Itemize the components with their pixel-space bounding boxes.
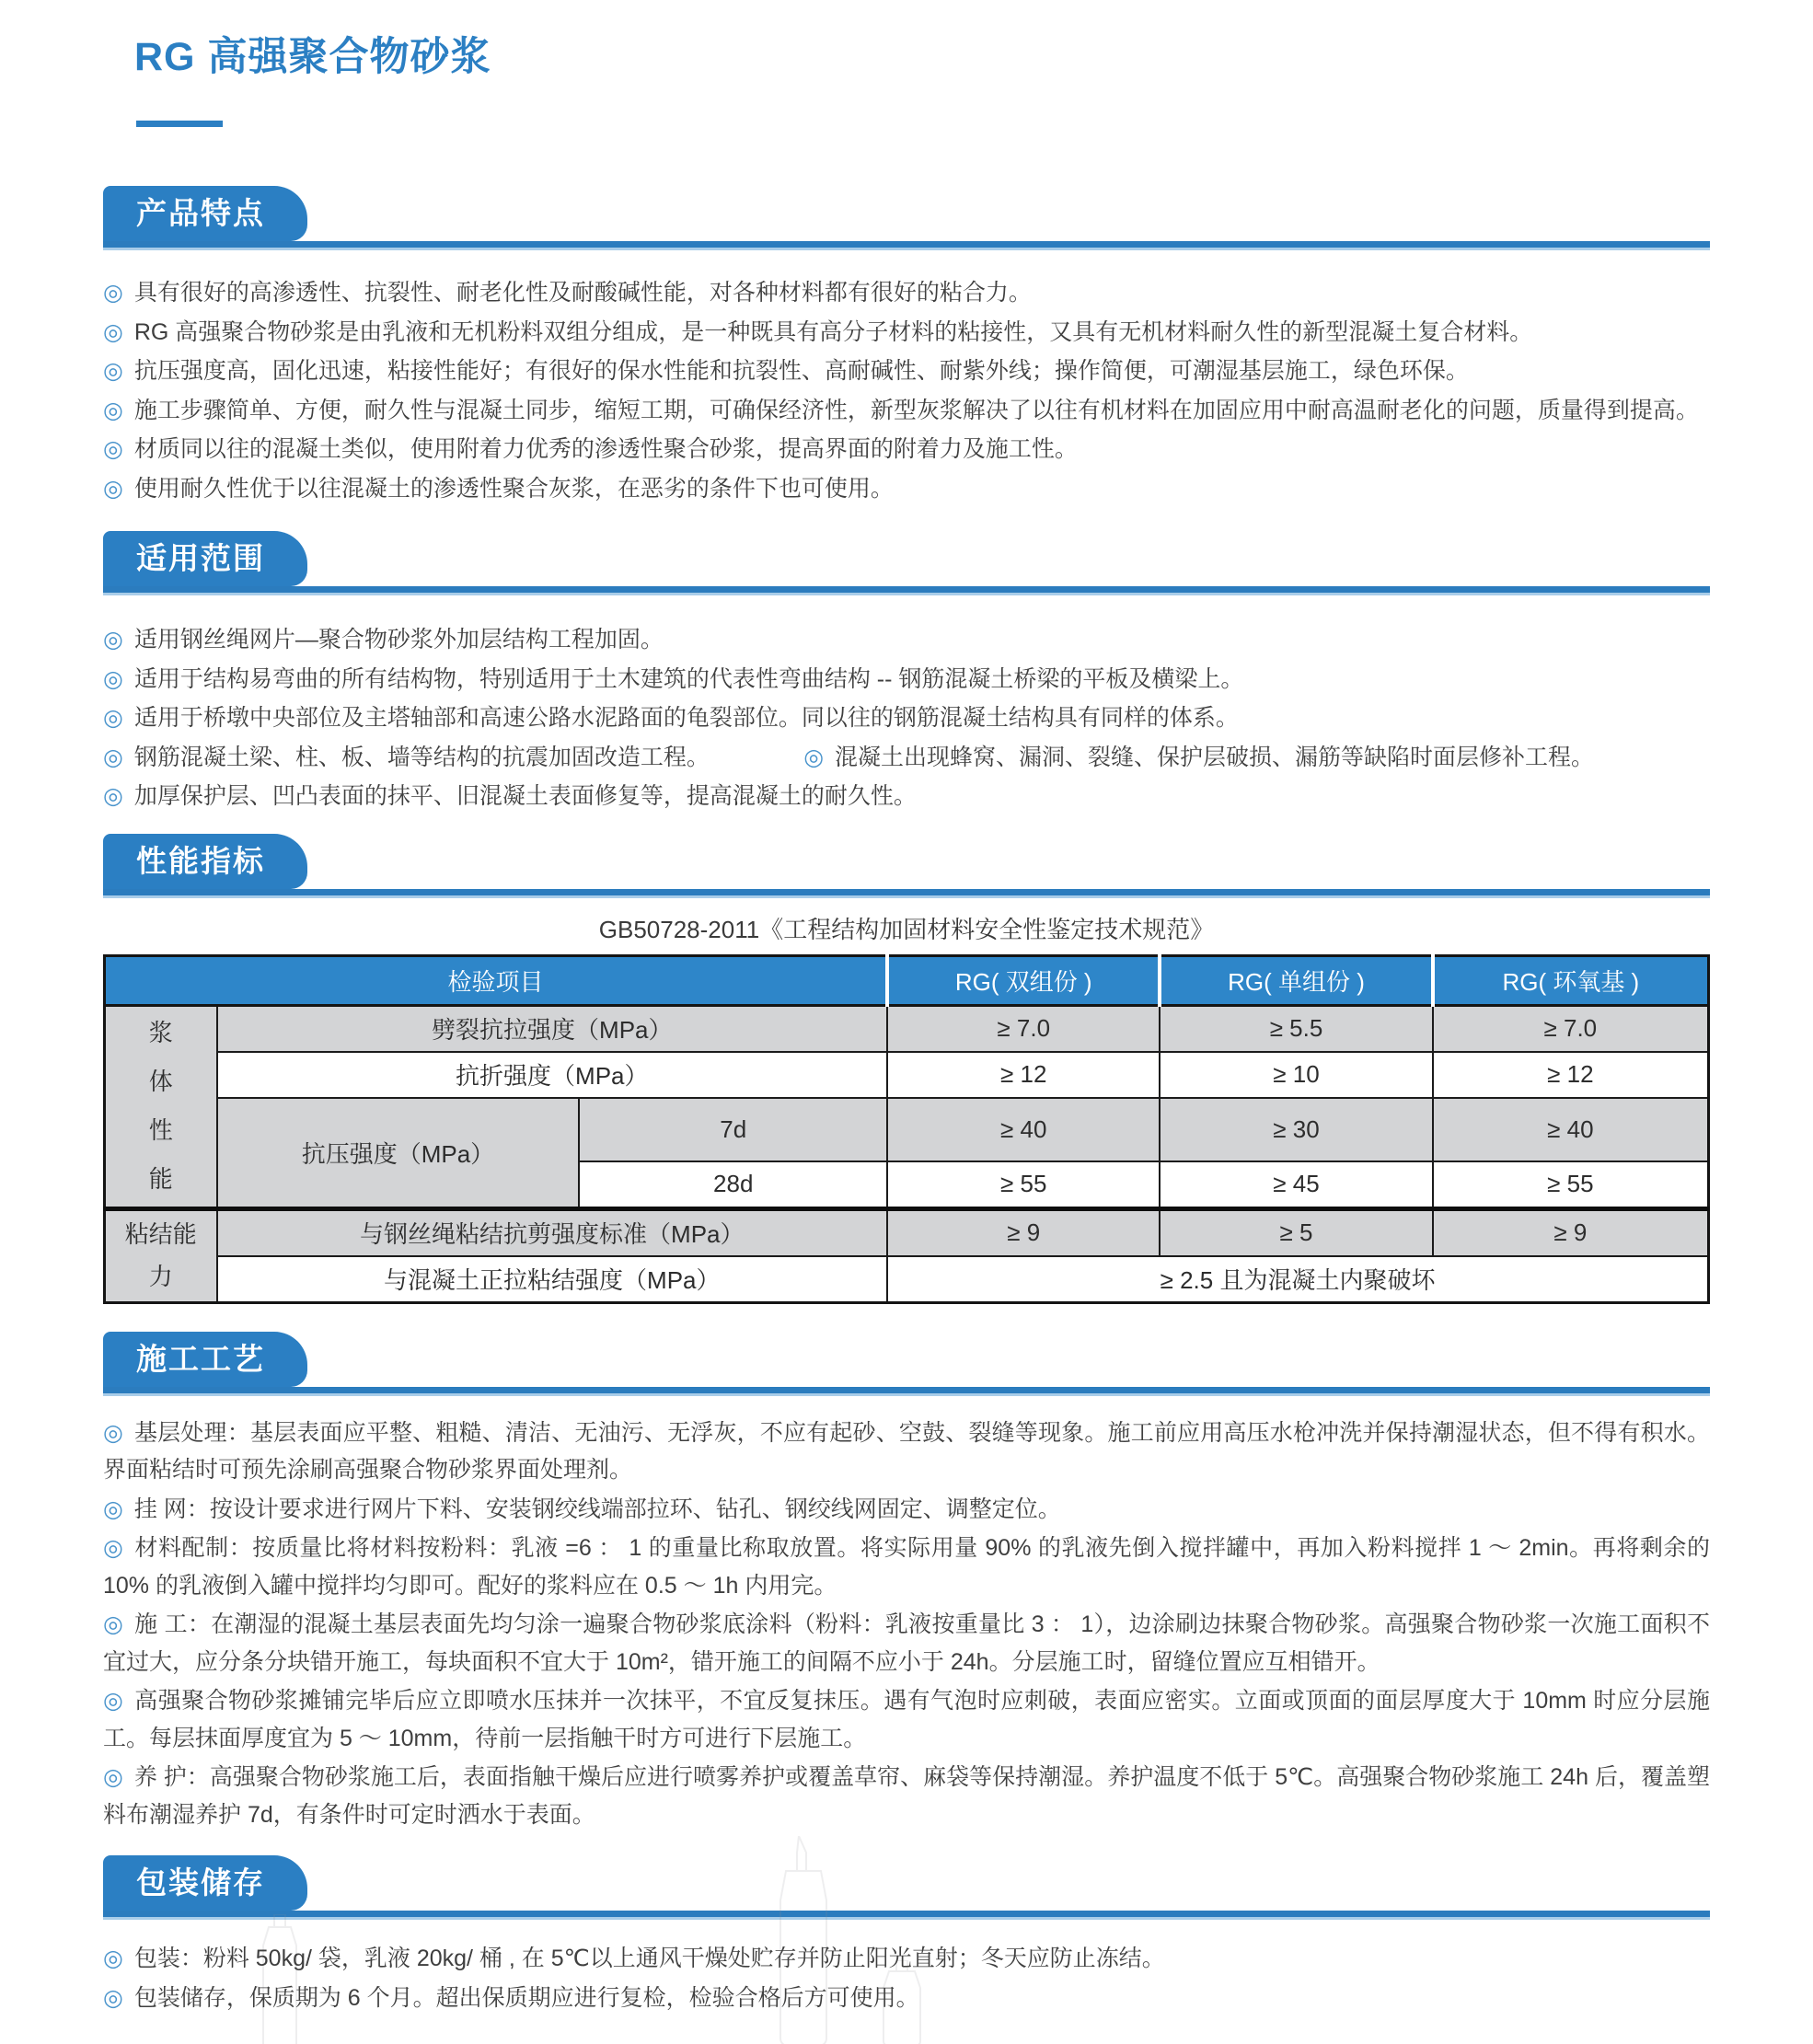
- cell-value: ≥ 9: [1433, 1208, 1709, 1256]
- cell-value: ≥ 40: [1433, 1098, 1709, 1161]
- list-item: [103, 661, 1710, 699]
- list-item-text: 钢筋混凝土梁、柱、板、墙等结构的抗震加固改造工程。: [133, 744, 710, 770]
- list-item-text: 加厚保护层、凹凸表面的抹平、旧混凝土表面修复等，提高混凝土的耐久性。: [133, 783, 917, 809]
- col-header-rg-single: RG( 单组份 ): [1160, 955, 1432, 1005]
- standard-title: GB50728-2011《工程结构加固材料安全性鉴定技术规范》: [598, 915, 1215, 943]
- features-list: [103, 274, 1710, 507]
- list-item-text: 基层处理：基层表面应平整、粗糙、清洁、无油污、无浮灰，不应有起砂、空鼓、裂缝等现象。施工前应用高压水枪冲洗并保持潮湿状态，但不得有积水。界面粘结时可预先涂刷高强聚合物砂浆界面处理剂。: [103, 1419, 1710, 1484]
- cell-value: ≥ 40: [887, 1098, 1160, 1161]
- list-item-text: 材料配制：按质量比将材料按粉料：乳液 =6 ： 1 的重量比称取放置。将实际用量 90% 的乳液先倒入搅拌罐中，再加入粉料搅拌 1 ～ 2min。再将剩余的 10% 的乳液倒入罐中搅拌均匀即可。配好的浆料应在 0.5 ～ 1h 内用完。: [103, 1535, 1710, 1599]
- sub-label-7d: 7d: [579, 1098, 887, 1161]
- col-header-rg-epoxy: RG( 环氧基 ): [1433, 955, 1709, 1005]
- list-item: [103, 1491, 1710, 1529]
- list-item: [103, 392, 1710, 430]
- dual-right: [803, 745, 1594, 770]
- section-heading-process: 施工工艺: [103, 1332, 307, 1387]
- list-item-text: 使用耐久性优于以往混凝土的渗透性聚合灰浆，在恶劣的条件下也可使用。: [133, 475, 894, 502]
- bullet-icon: ◎: [103, 1535, 124, 1562]
- list-item: [103, 1606, 1710, 1680]
- col-header-rg-double: RG( 双组份 ): [887, 955, 1160, 1005]
- cell-value-span: ≥ 2.5 且为混凝土内聚破坏: [887, 1256, 1708, 1303]
- section-packaging-header: [103, 1855, 1710, 1920]
- list-item: [103, 1530, 1710, 1604]
- list-item-text: 适用钢丝绳网片—聚合物砂浆外加层结构工程加固。: [133, 627, 664, 652]
- bullet-icon: ◎: [103, 1764, 123, 1791]
- table-header-row: [105, 955, 1709, 1005]
- bullet-icon: ◎: [103, 1946, 123, 1972]
- packaging-list: [103, 1940, 1710, 2016]
- bullet-icon: ◎: [103, 1419, 123, 1446]
- list-item-text: 高强聚合物砂浆摊铺完毕后应立即喷水压抹并一次抹平，不宜反复抹压。遇有气泡时应刺破，表面应密实。立面或顶面的面层厚度大于 10mm 时应分层施工。每层抹面厚度宜为 5 ～ 10mm，待前一层指触干时方可进行下层施工。: [103, 1688, 1710, 1751]
- section-rule: [103, 1911, 1710, 1920]
- list-item-text: 材质同以往的混凝土类似，使用附着力优秀的渗透性聚合砂浆，提高界面的附着力及施工性。: [133, 436, 1078, 462]
- list-item: [103, 274, 1710, 312]
- list-item-text: RG 高强聚合物砂浆是由乳液和无机粉料双组分组成，是一种既具有高分子材料的粘接性，又具有无机材料耐久性的新型混凝土复合材料。: [133, 318, 1533, 345]
- bullet-icon: ◎: [103, 280, 123, 306]
- sub-label-28d: 28d: [579, 1161, 887, 1209]
- list-item-text: 混凝土出现蜂窝、漏洞、裂缝、保护层破损、漏筋等缺陷时面层修补工程。: [835, 744, 1595, 770]
- list-item: [103, 352, 1710, 390]
- section-rule: [103, 889, 1710, 898]
- bullet-icon: ◎: [103, 358, 123, 384]
- list-item: [103, 470, 1710, 508]
- list-item: [103, 1682, 1710, 1757]
- list-item-dual: [103, 739, 1710, 777]
- list-item: [103, 1759, 1710, 1833]
- bullet-icon: ◎: [103, 783, 123, 809]
- cell-value: ≥ 12: [887, 1052, 1160, 1098]
- list-item-text: 适用于桥墩中央部位及主塔轴部和高速公路水泥路面的龟裂部位。同以往的钢筋混凝土结构具有同样的体系。: [133, 705, 1239, 731]
- list-item-text: 包装储存，保质期为 6 个月。超出保质期应进行复检，检验合格后方可使用。: [133, 1984, 919, 2011]
- cell-value: ≥ 5.5: [1160, 1005, 1432, 1052]
- bullet-icon: ◎: [103, 436, 123, 462]
- cell-value: ≥ 55: [1433, 1161, 1709, 1209]
- list-item-text: 挂 网：按设计要求进行网片下料、安装钢绞线端部拉环、钻孔、钢绞线网固定、调整定位。: [133, 1495, 1061, 1522]
- cell-value: ≥ 30: [1160, 1098, 1432, 1161]
- bullet-icon: ◎: [103, 475, 123, 502]
- scope-list: [103, 621, 1710, 815]
- list-item-text: 施 工：在潮湿的混凝土基层表面先均匀涂一遍聚合物砂浆底涂料（粉料：乳液按重量比 3 ： 1），边涂刷边抹聚合物砂浆。高强聚合物砂浆一次施工面积不宜过大，应分条分块错开施工，每块面积不宜大于 10m²，错开施工的间隔不应小于 24h。分层施工时，留缝位置应互相错开。: [103, 1611, 1710, 1675]
- bullet-icon: ◎: [103, 627, 123, 652]
- row-label: 抗折强度（MPa）: [217, 1052, 888, 1098]
- section-process-header: [103, 1332, 1710, 1396]
- section-features-header: [103, 186, 1710, 250]
- dual-left: [103, 739, 797, 777]
- list-item-text: 养 护：高强聚合物砂浆施工后，表面指触干燥后应进行喷雾养护或覆盖草帘、麻袋等保持潮湿。养护温度不低于 5℃。高强聚合物砂浆施工 24h 后，覆盖塑料布潮湿养护 7d，有条件时可定时洒水于表面。: [103, 1764, 1710, 1828]
- section-heading-features: 产品特点: [103, 186, 307, 241]
- group-label-slurry: 浆体性能: [105, 1005, 217, 1208]
- cell-value: ≥ 55: [887, 1161, 1160, 1209]
- section-heading-scope: 适用范围: [103, 531, 307, 586]
- list-item: [103, 431, 1710, 468]
- cell-value: ≥ 7.0: [887, 1005, 1160, 1052]
- bullet-icon: ◎: [103, 744, 123, 770]
- group-label-bonding: 粘结能力: [105, 1208, 217, 1302]
- row-label-compressive: 抗压强度（MPa）: [217, 1098, 580, 1209]
- cell-value: ≥ 45: [1160, 1161, 1432, 1209]
- section-performance-header: [103, 834, 1710, 898]
- cell-value: ≥ 9: [887, 1208, 1160, 1256]
- list-item-text: 适用于结构易弯曲的所有结构物，特别适用于土木建筑的代表性弯曲结构 -- 钢筋混凝土桥梁的平板及横梁上。: [133, 665, 1244, 692]
- list-item: [103, 314, 1710, 352]
- list-item: [103, 1940, 1710, 1978]
- list-item-text: 包装：粉料 50kg/ 袋，乳液 20kg/ 桶 , 在 5℃以上通风干燥处贮存并防止阳光直射；冬天应防止冻结。: [133, 1946, 1165, 1972]
- bullet-icon: ◎: [103, 705, 123, 731]
- bullet-icon: ◎: [103, 1984, 123, 2011]
- table-row: [105, 1005, 1709, 1052]
- cell-value: ≥ 12: [1433, 1052, 1709, 1098]
- section-scope-header: [103, 531, 1710, 595]
- performance-table: [103, 954, 1710, 1304]
- bullet-icon: ◎: [103, 1495, 123, 1522]
- bullet-icon: ◎: [103, 665, 123, 692]
- section-heading-packaging: 包装储存: [103, 1855, 307, 1911]
- process-list: [103, 1415, 1710, 1834]
- bullet-icon: ◎: [103, 1611, 124, 1638]
- table-row: [105, 1208, 1709, 1256]
- table-row: [105, 1256, 1709, 1303]
- row-label: 与混凝土正拉粘结强度（MPa）: [217, 1256, 888, 1303]
- list-item: [103, 1415, 1710, 1489]
- cell-value: ≥ 10: [1160, 1052, 1432, 1098]
- page-title: RG 高强聚合物砂浆: [134, 35, 491, 79]
- list-item-text: 具有很好的高渗透性、抗裂性、耐老化性及耐酸碱性能，对各种材料都有很好的粘合力。: [133, 280, 1032, 306]
- bullet-icon: ◎: [103, 397, 123, 423]
- section-heading-performance: 性能指标: [103, 834, 307, 889]
- list-item-text: 施工步骤简单、方便，耐久性与混凝土同步，缩短工期，可确保经济性，新型灰浆解决了以往有机材料在加固应用中耐高温耐老化的问题，质量得到提高。: [133, 397, 1699, 423]
- list-item: [103, 778, 1710, 815]
- table-row: [105, 1052, 1709, 1098]
- list-item: [103, 699, 1710, 737]
- section-rule: [103, 241, 1710, 250]
- bullet-icon: ◎: [103, 318, 123, 345]
- table-row: [105, 1098, 1709, 1161]
- row-label: 劈裂抗拉强度（MPa）: [217, 1005, 888, 1052]
- section-rule: [103, 586, 1710, 595]
- list-item-text: 抗压强度高，固化迅速，粘接性能好；有很好的保水性能和抗裂性、高耐碱性、耐紫外线；操作简便，可潮湿基层施工，绿色环保。: [133, 358, 1469, 384]
- cell-value: ≥ 7.0: [1433, 1005, 1709, 1052]
- bullet-icon: ◎: [103, 1688, 124, 1715]
- title-underline: [136, 121, 223, 127]
- section-rule: [103, 1387, 1710, 1396]
- row-label: 与钢丝绳粘结抗剪强度标准（MPa）: [217, 1208, 888, 1256]
- list-item: [103, 1980, 1710, 2017]
- list-item: [103, 621, 1710, 659]
- col-header-item: 检验项目: [105, 955, 888, 1005]
- cell-value: ≥ 5: [1160, 1208, 1432, 1256]
- bullet-icon: ◎: [803, 744, 825, 770]
